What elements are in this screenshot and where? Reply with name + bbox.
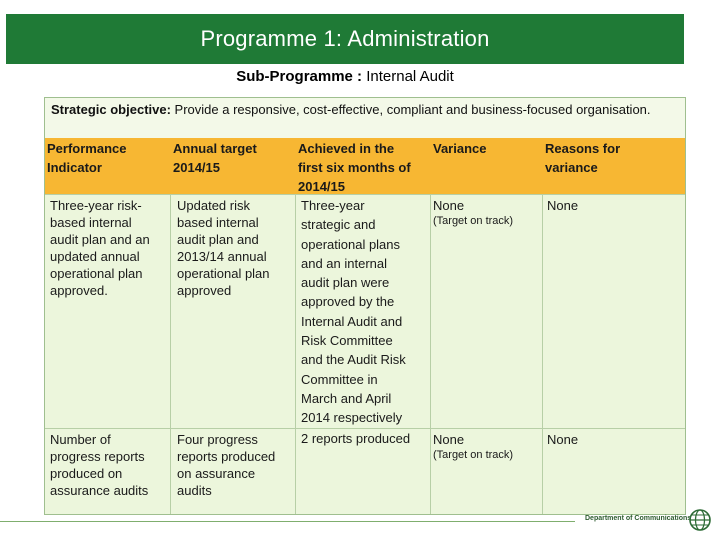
column-divider: [542, 194, 543, 514]
globe-logo-icon: [688, 508, 712, 532]
page-title: Programme 1: Administration: [200, 26, 490, 51]
cell-line: Four progress: [177, 432, 258, 447]
header-performance-indicator: [47, 138, 167, 177]
table-header: [45, 138, 685, 194]
cell-line: Updated risk: [177, 198, 250, 213]
header-text: Indicator: [47, 160, 102, 175]
cell-line: approved: [177, 283, 232, 298]
subprogramme-value: Internal Audit: [362, 68, 454, 85]
cell-line: 2014 respectively: [301, 410, 403, 426]
cell-line: reports produced: [177, 449, 276, 464]
cell-variance: [433, 197, 538, 228]
cell-line: March and April: [301, 390, 392, 406]
cell-achieved: [301, 196, 429, 428]
cell-line: produced on: [50, 466, 123, 481]
title-banner: [6, 14, 684, 64]
cell-line: Three-year: [301, 198, 365, 213]
cell-line: audit plan were: [301, 275, 390, 291]
cell-line: Committee in: [301, 371, 378, 387]
cell-line: audits: [177, 483, 212, 498]
subprogramme-label: Sub-Programme :: [236, 68, 363, 85]
header-text: Variance: [433, 141, 487, 156]
header-text: Achieved in the: [298, 141, 395, 156]
department-label: Department of Communications: [585, 515, 692, 522]
column-divider: [170, 194, 171, 514]
cell-target: [177, 197, 293, 299]
header-text: 2014/15: [298, 179, 345, 194]
variance-note: (Target on track): [433, 215, 514, 227]
header-annual-target: [173, 138, 293, 177]
column-divider: [295, 194, 296, 514]
cell-line: 2013/14 annual: [177, 249, 267, 264]
header-text: first six months of: [298, 160, 411, 175]
cell-line: Number of: [50, 432, 111, 447]
cell-line: progress reports: [50, 449, 145, 464]
cell-line: approved.: [50, 283, 108, 298]
cell-line: audit plan and: [177, 232, 259, 247]
variance-value: None: [433, 198, 465, 213]
header-text: 2014/15: [173, 160, 220, 175]
cell-line: assurance audits: [50, 483, 149, 498]
column-divider: [430, 194, 431, 514]
strategic-objective: [45, 98, 685, 138]
cell-line: and the Audit Risk: [301, 352, 406, 368]
cell-line: updated annual: [50, 249, 140, 264]
cell-line: approved by the: [301, 294, 395, 310]
cell-indicator: [50, 431, 168, 499]
footer-divider: [0, 521, 575, 522]
cell-indicator: [50, 197, 168, 299]
header-reasons: [545, 138, 675, 177]
cell-line: and an internal: [301, 255, 388, 271]
cell-variance: [433, 431, 538, 462]
header-achieved: [298, 138, 428, 196]
cell-line: Internal Audit and: [301, 313, 403, 329]
cell-line: operational plans: [301, 236, 401, 252]
variance-value: None: [433, 432, 465, 447]
objective-label: Strategic objective:: [51, 102, 171, 117]
header-text: Annual target: [173, 141, 257, 156]
cell-achieved: [301, 430, 429, 447]
subprogramme-heading: [0, 68, 690, 85]
cell-reasons: None: [547, 198, 579, 213]
cell-line: Risk Committee: [301, 333, 393, 349]
cell-line: operational plan: [177, 266, 270, 281]
header-text: Performance: [47, 141, 127, 156]
table-row: [45, 428, 685, 515]
cell-reasons: None: [547, 432, 579, 447]
variance-note: (Target on track): [433, 449, 514, 461]
cell-line: 2 reports produced: [301, 431, 411, 446]
cell-line: audit plan and an: [50, 232, 150, 247]
objective-text: Provide a responsive, cost-effective, compliant and business-focused organisation.: [170, 102, 651, 117]
cell-line: operational plan: [50, 266, 143, 281]
cell-line: strategic and: [301, 217, 376, 233]
header-text: Reasons for: [545, 141, 621, 156]
header-text: variance: [545, 160, 598, 175]
header-variance: [433, 138, 533, 158]
cell-line: based internal: [50, 215, 132, 230]
table-row: [45, 194, 685, 429]
cell-line: Three-year risk-: [50, 198, 142, 213]
cell-line: based internal: [177, 215, 259, 230]
performance-table: [44, 97, 686, 515]
cell-line: on assurance: [177, 466, 256, 481]
cell-target: [177, 431, 293, 499]
